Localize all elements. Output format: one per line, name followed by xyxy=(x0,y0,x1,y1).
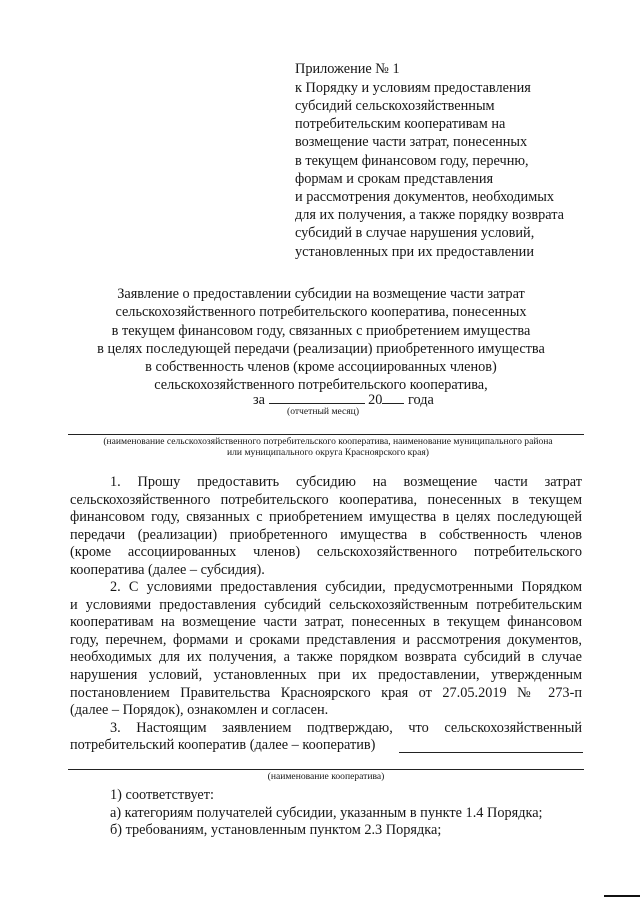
document-title xyxy=(60,285,582,395)
annex-number: Приложение № 1 xyxy=(295,61,400,77)
year-field[interactable] xyxy=(382,391,404,404)
applicant-caption-line1: (наименование сельскохозяйственного потребительского кооператива, наименование муниципального района xyxy=(103,436,553,447)
paragraph-line: (далее – Порядок), ознакомлен и согласен. xyxy=(70,702,329,719)
paragraph-line: нарушения условий, установленных при их предоставлении, утвержденным xyxy=(70,666,582,683)
paragraph-line: передачи (реализации) приобретенного имущества в собственность членов xyxy=(70,526,582,543)
cooperative-name-line-1[interactable] xyxy=(399,752,583,753)
paragraph-3-line2: потребительский кооператив (далее – кооператив) xyxy=(70,737,376,753)
year-prefix: 20 xyxy=(368,392,383,408)
paragraph-line: 1. Прошу предоставить субсидию на возмещение части затрат xyxy=(110,474,582,490)
annex-line: установленных при их предоставлении xyxy=(295,243,534,260)
title-line: сельскохозяйственного потребительского кооператива, xyxy=(154,377,488,394)
paragraph-line: кооперативам на возмещение части затрат, понесенных в текущем финансовом xyxy=(70,614,582,631)
title-line: в текущем финансовом году, связанных с приобретением имущества xyxy=(111,322,531,339)
paragraph-1 xyxy=(70,474,582,580)
annex-line: субсидий сельскохозяйственным xyxy=(295,97,495,114)
cooperative-name-line-2[interactable] xyxy=(68,769,584,770)
title-line: в целях последующей передачи (реализации) приобретенного имущества xyxy=(97,340,545,357)
paragraph-line: году, перечнем, формами и сроками представления и рассмотрения документов, xyxy=(70,631,582,648)
paragraph-3 xyxy=(70,720,582,738)
paragraph-2 xyxy=(70,579,582,720)
conditions-list xyxy=(110,787,543,840)
applicant-name-line[interactable] xyxy=(68,434,584,435)
month-caption: (отчетный месяц) xyxy=(287,406,360,417)
annex-line: возмещение части затрат, понесенных xyxy=(295,134,528,151)
month-field[interactable] xyxy=(269,391,365,404)
annex-line: формам и срокам представления xyxy=(295,170,494,187)
annex-line: для их получения, а также порядку возврата xyxy=(295,207,564,224)
annex-line: к Порядку и условиям предоставления xyxy=(295,79,531,96)
paragraph-line: 3. Настоящим заявлением подтверждаю, что сельскохозяйственный xyxy=(110,720,582,736)
annex-line: субсидий в случае нарушения условий, xyxy=(295,225,535,242)
annex-line: в текущем финансовом году, перечню, xyxy=(295,152,529,169)
paragraph-line: кооператива (далее – субсидия). xyxy=(70,561,265,578)
paragraph-line: сельскохозяйственного потребительского кооператива, понесенных в текущем xyxy=(70,491,582,508)
year-suffix: года xyxy=(408,392,434,408)
paragraph-line: постановлением Правительства Красноярского края от 27.05.2019 № 273-п xyxy=(70,684,582,701)
annex-line: потребительским кооперативам на xyxy=(295,116,506,133)
paragraph-line: и условиями предоставления субсидий сельскохозяйственным потребительским xyxy=(70,596,582,613)
title-line: в собственность членов (кроме ассоциированных членов) xyxy=(145,359,497,376)
scan-edge-mark xyxy=(604,895,640,897)
annex-line: и рассмотрения документов, необходимых xyxy=(295,188,555,205)
paragraph-line: (кроме ассоциированных членов) сельскохозяйственного потребительского xyxy=(70,544,582,561)
annex-header xyxy=(295,60,595,261)
cooperative-caption: (наименование кооператива) xyxy=(267,771,385,782)
paragraph-line: финансовом году, связанных с приобретением имущества в целях последующей xyxy=(70,509,582,526)
list-item: а) категориям получателей субсидии, указанным в пункте 1.4 Порядка; xyxy=(110,804,543,821)
za-label: за xyxy=(253,392,265,408)
title-line: Заявление о предоставлении субсидии на возмещение части затрат xyxy=(117,286,525,302)
applicant-caption-line2: или муниципального округа Красноярского края) xyxy=(227,447,429,458)
list-item: 1) соответствует: xyxy=(110,787,215,803)
paragraph-line: необходимых для их получения, а также порядком возврата субсидий в случае xyxy=(70,649,582,666)
paragraph-line: 2. С условиями предоставления субсидии, предусмотренными Порядком xyxy=(110,579,582,595)
title-line: сельскохозяйственного потребительского кооператива, понесенных xyxy=(115,304,527,321)
list-item: б) требованиям, установленным пунктом 2.3 Порядка; xyxy=(110,822,442,839)
